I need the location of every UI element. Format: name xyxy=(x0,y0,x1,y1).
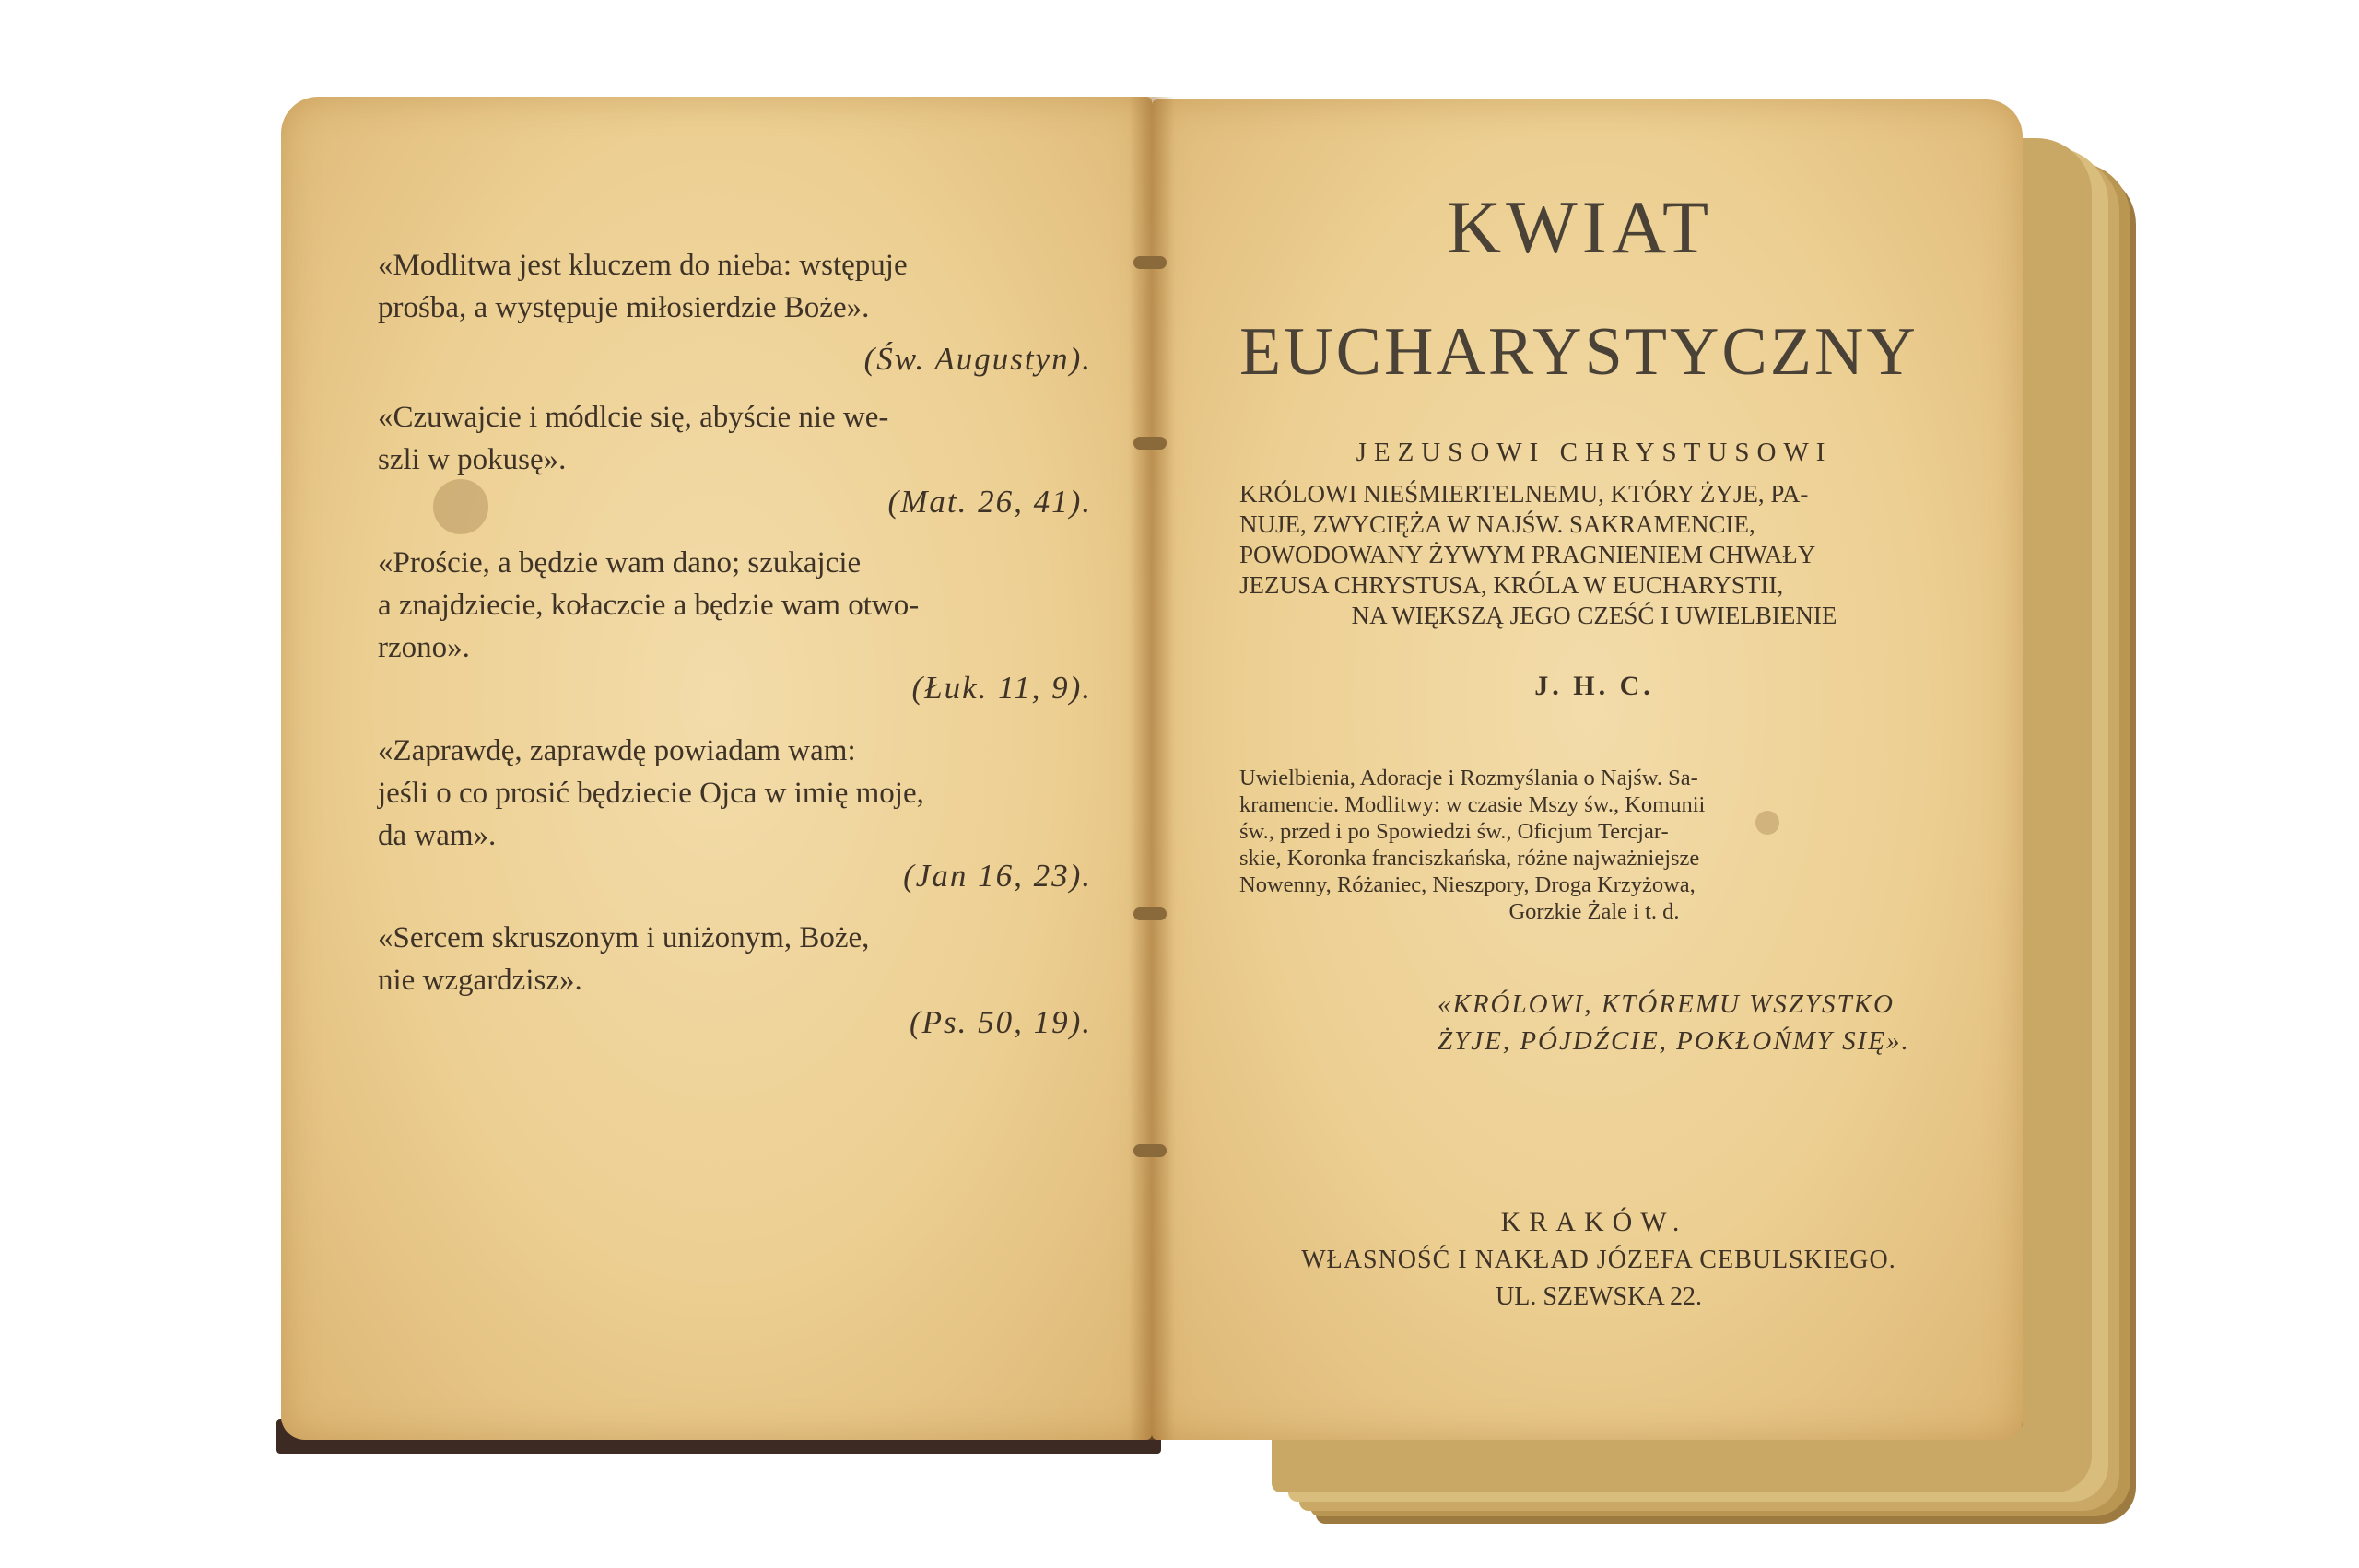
contents-line: Gorzkie Żale i t. d. xyxy=(1508,899,1680,924)
quote-line: a znajdziecie, kołaczcie a będzie wam otwo- xyxy=(378,589,920,622)
quote-source: (Jan 16, 23). xyxy=(903,858,1092,894)
title-line-2: EUCHARYSTYCZNY xyxy=(1239,314,1919,390)
quote-source: (Św. Augustyn). xyxy=(863,341,1092,377)
book-gutter xyxy=(1129,97,1175,1440)
quote-line: «Proście, a będzie wam dano; szukajcie xyxy=(378,546,862,579)
quote-line: rzono». xyxy=(378,631,470,664)
quote-jan xyxy=(378,730,1092,857)
quote-line: nie wzgardzisz». xyxy=(378,964,582,997)
binding-stitch xyxy=(1133,437,1167,450)
contents-line: skie, Koronka franciszkańska, różne najważniejsze xyxy=(1239,846,1700,871)
publisher-line: WŁASNOŚĆ I NAKŁAD JÓZEFA CEBULSKIEGO. xyxy=(1301,1246,1896,1274)
dedication-heading: JEZUSOWI CHRYSTUSOWI xyxy=(1356,438,1833,467)
dedication-line: POWODOWANY ŻYWYM PRAGNIENIEM CHWAŁY xyxy=(1239,541,1816,568)
dedication-line: NUJE, ZWYCIĘŻA W NAJŚW. SAKRAMENCIE, xyxy=(1239,510,1755,538)
dedication-line: NA WIĘKSZĄ JEGO CZEŚĆ I UWIELBIENIE xyxy=(1351,602,1837,629)
quote-source: (Łuk. 11, 9). xyxy=(911,670,1092,706)
contents-line: Nowenny, Różaniec, Nieszpory, Droga Krzyżowa, xyxy=(1239,872,1696,897)
binding-stitch xyxy=(1133,256,1167,269)
quote-source: (Ps. 50, 19). xyxy=(909,1004,1092,1040)
quote-line: jeśli o co prosić będziecie Ojca w imię moje, xyxy=(378,777,924,810)
quote-line: «Zaprawdę, zaprawdę powiadam wam: xyxy=(378,734,856,767)
binding-stitch xyxy=(1133,1144,1167,1157)
quote-line: «Czuwajcie i módlcie się, abyście nie we- xyxy=(378,401,889,434)
contents-description xyxy=(1239,765,1949,925)
motto-line: ŻYJE, PÓJDŹCIE, POKŁOŃMY SIĘ». xyxy=(1438,1026,1910,1056)
dedication-text xyxy=(1239,479,1949,631)
quote-line: «Modlitwa jest kluczem do nieba: wstępuje xyxy=(378,249,908,282)
contents-line: kramencie. Modlitwy: w czasie Mszy św., Komunii xyxy=(1239,792,1706,817)
binding-stitch xyxy=(1133,907,1167,920)
contents-line: św., przed i po Spowiedzi św., Oficjum Tercjar- xyxy=(1239,819,1669,844)
author-initials: J. H. C. xyxy=(1534,671,1654,701)
quote-source: (Mat. 26, 41). xyxy=(887,484,1092,520)
dedication-line: JEZUSA CHRYSTUSA, KRÓLA W EUCHARYSTII, xyxy=(1239,571,1784,599)
title-line-1: KWIAT xyxy=(1447,185,1714,269)
publication-city: KRAKÓW. xyxy=(1500,1207,1688,1237)
motto xyxy=(1438,986,1949,1059)
motto-line: «KRÓLOWI, KTÓREMU WSZYSTKO xyxy=(1438,989,1895,1019)
contents-line: Uwielbienia, Adoracje i Rozmyślania o Najśw. Sa- xyxy=(1239,766,1698,790)
dedication-line: KRÓLOWI NIEŚMIERTELNEMU, KTÓRY ŻYJE, PA- xyxy=(1239,480,1809,508)
quote-line: prośba, a występuje miłosierdzie Boże». xyxy=(378,291,870,324)
quote-ps xyxy=(378,917,1092,1001)
quote-luk xyxy=(378,542,1092,669)
quote-line: da wam». xyxy=(378,819,497,852)
age-spot xyxy=(433,479,488,534)
quote-line: «Sercem skruszonym i uniżonym, Boże, xyxy=(378,921,870,954)
publisher-address: UL. SZEWSKA 22. xyxy=(1496,1282,1702,1311)
quote-mat xyxy=(378,396,1092,481)
quote-augustyn xyxy=(378,244,1092,329)
quote-line: szli w pokusę». xyxy=(378,443,567,476)
